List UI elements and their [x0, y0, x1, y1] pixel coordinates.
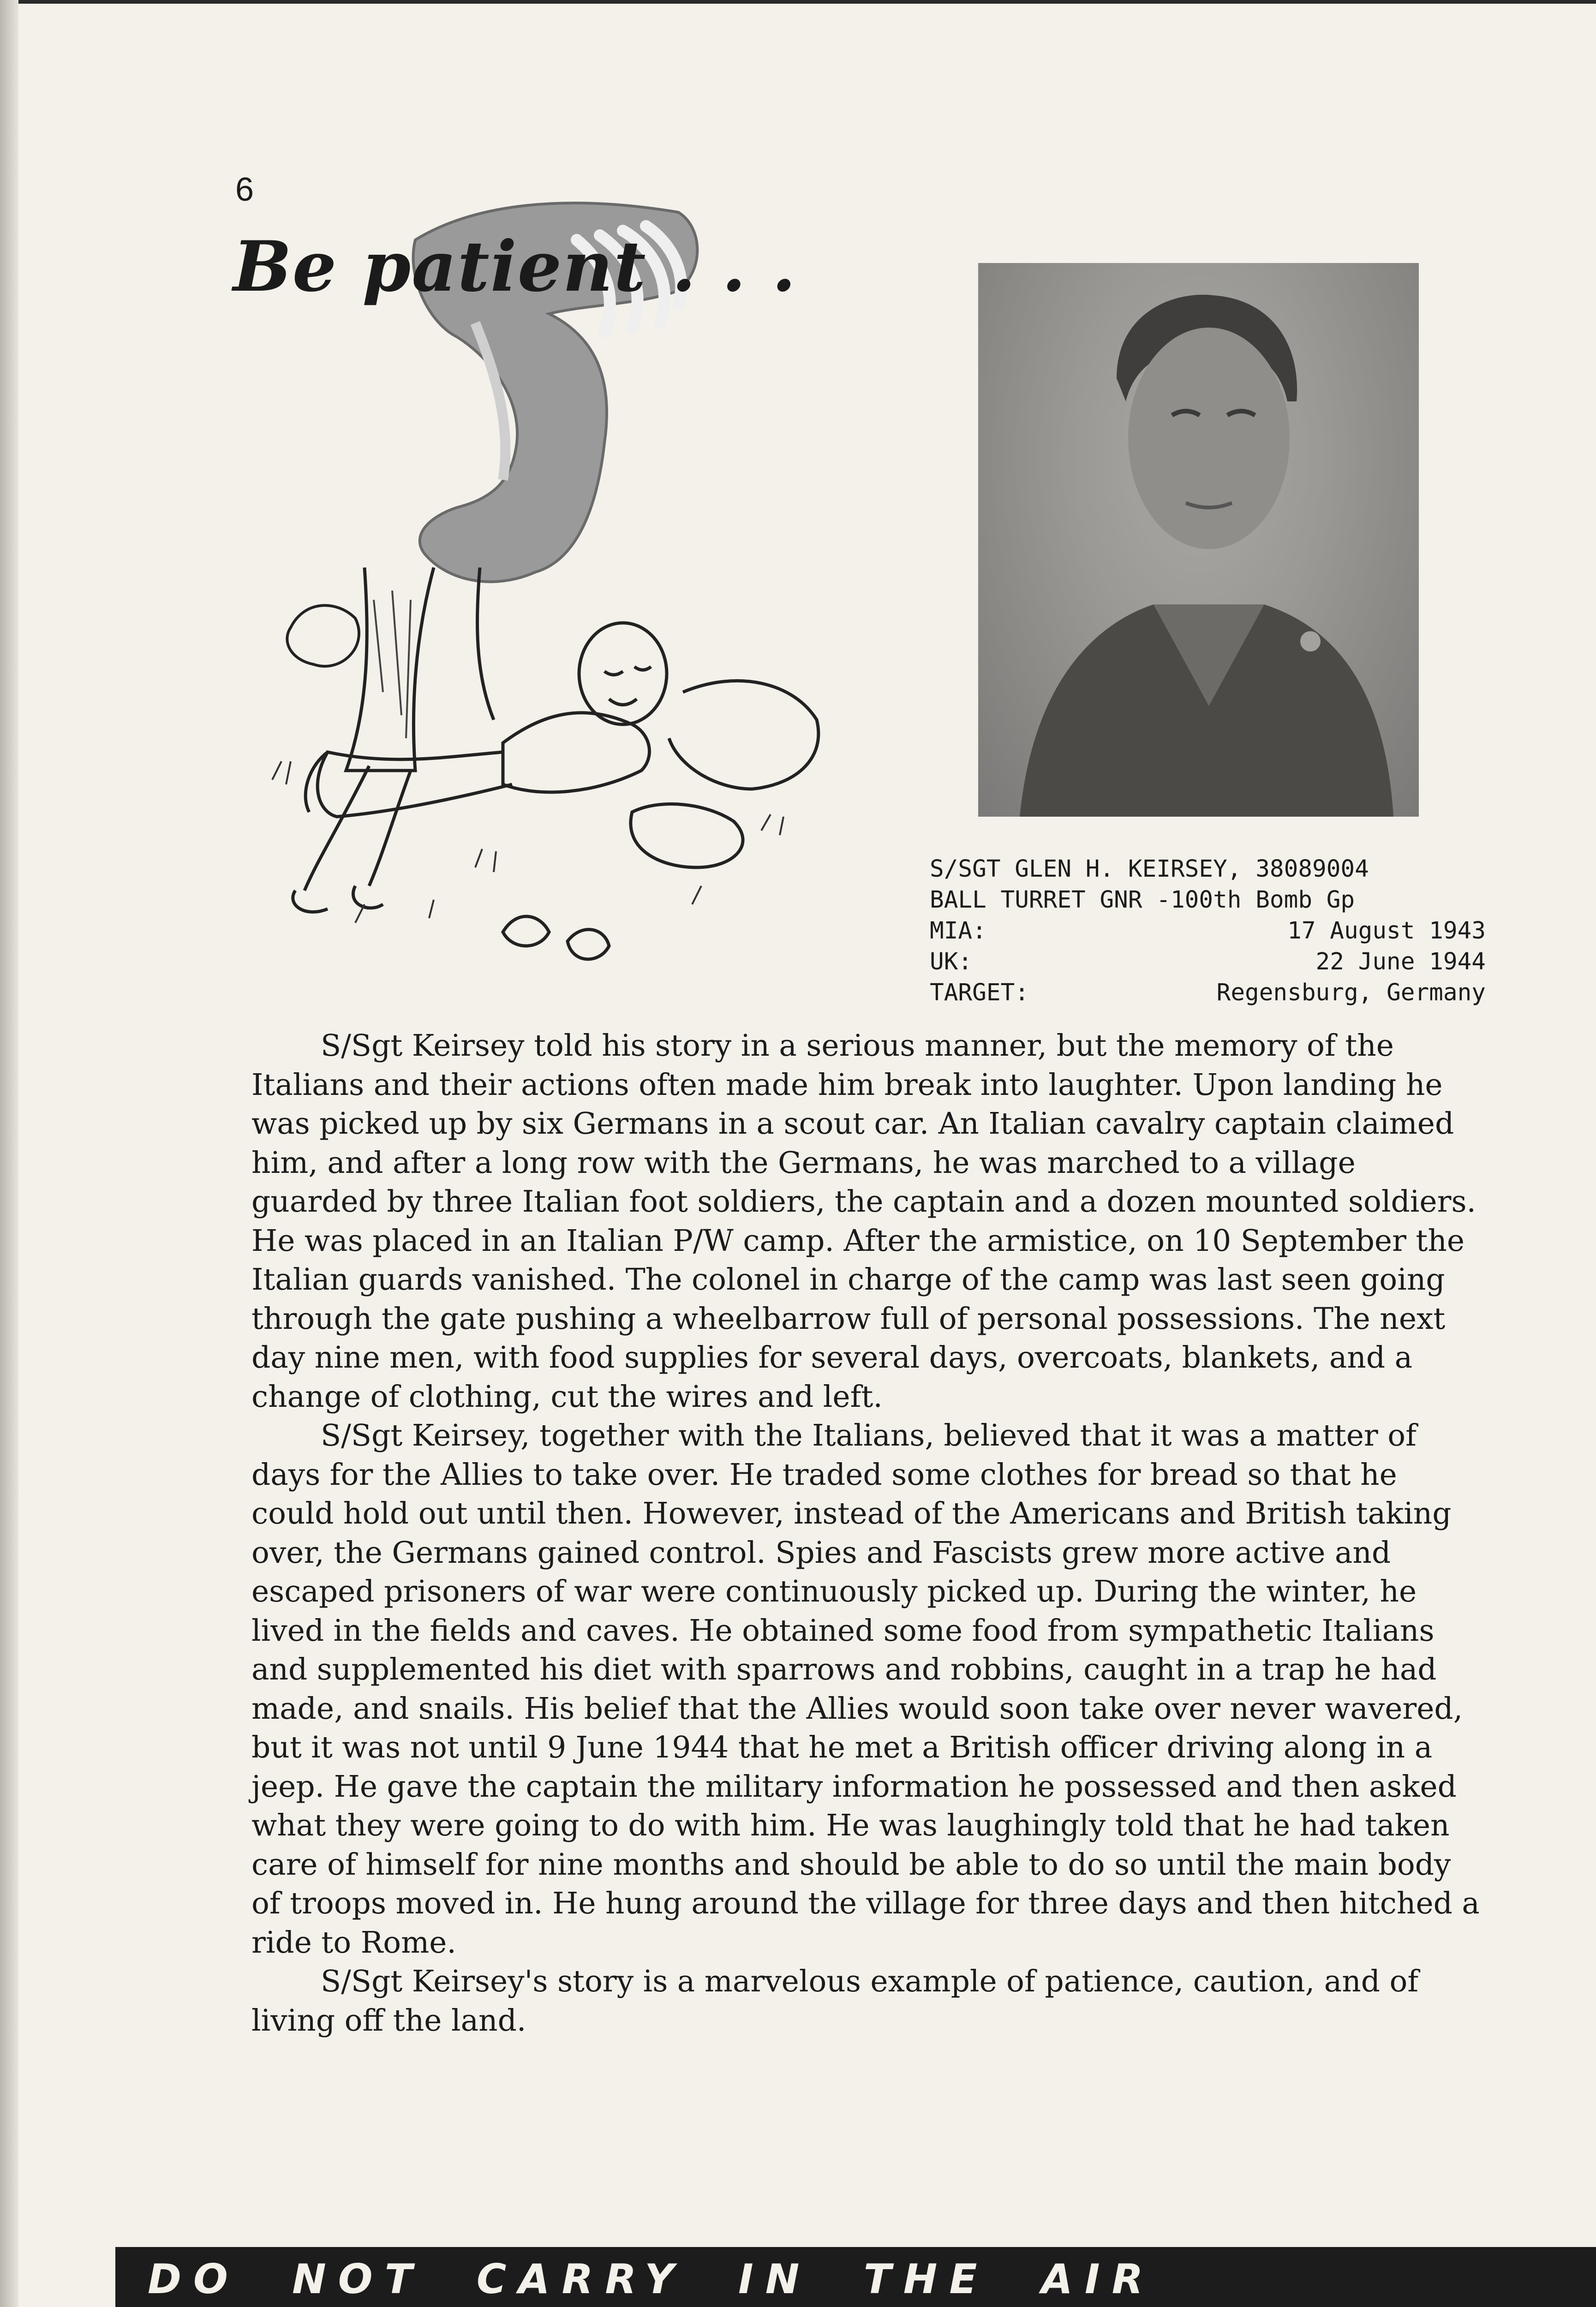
sleeping-man-icon [293, 623, 819, 959]
caption-unit-line [930, 885, 1486, 915]
caption-uk-row [930, 946, 1486, 977]
story-body [251, 1027, 1488, 2040]
warning-banner [115, 2247, 1596, 2307]
soldier-caption [930, 854, 1486, 1008]
tree-icon [287, 568, 494, 771]
page-top-edge [0, 0, 1596, 4]
page-title: Be patient . . . [233, 226, 797, 307]
grass-strokes [272, 761, 783, 923]
caption-target-label: TARGET: [930, 979, 1029, 1006]
portrait-photo [978, 263, 1419, 817]
page-number: 6 [235, 171, 254, 208]
story-paragraph-2: S/Sgt Keirsey, together with the Italians, believed that it was a matter of days for the Allies to take over. He traded some clothes for bread so that he could hold out until then. However, instead of the Americans and British taking over, the Germans gained control. Spies and Fascists grew more active and escaped prisoners of war were continuously picked up. During the winter, he lived in the fields and caves. He obtained some food from sympathetic Italians and supplemented his diet with sparrows and robbins, caught in a trap he had made, and snails. His belief that the Allies would soon take over never wavered, but it was not until 9 June 1944 that he met a British officer driving along in a jeep. He gave the captain the military information he possessed and then asked what they were going to do with him. He was laughingly told that he had taken care of himself for nine months and should be able to do so until the main body of troops moved in. He hung around the village for three days and then hitched a ride to Rome. [251, 1418, 1480, 1960]
warning-banner-text: DO NOT CARRY IN THE AIR [148, 2255, 1155, 2303]
caption-name-line [930, 854, 1486, 885]
caption-mia-row [930, 915, 1486, 946]
caption-mia-value: 17 August 1943 [1287, 917, 1486, 944]
winged-foot-and-sleeping-man-drawing [217, 185, 886, 1029]
caption-target-row [930, 977, 1486, 1008]
caption-name: S/SGT GLEN H. KEIRSEY, 38089004 [930, 855, 1369, 883]
story-paragraph-1: S/Sgt Keirsey told his story in a serious manner, but the memory of the Italians and their actions often made him break into laughter. Upon landing he was picked up by six Germans in a scout car. An Italian cavalry captain claimed him, and after a long row with the Germans, he was marched to a village guarded by three Italian foot soldiers, the captain and a dozen mounted soldiers. He was placed in an Italian P/W camp. After the armistice, on 10 September the Italian guards vanished. The colonel in charge of the camp was last seen going through the gate pushing a wheelbarrow full of personal possessions. The next day nine men, with food supplies for several days, overcoats, blankets, and a change of clothing, cut the wires and left. [251, 1028, 1476, 1414]
story-paragraph-3: S/Sgt Keirsey's story is a marvelous example of patience, caution, and of living off the land. [251, 1964, 1419, 2038]
book-spine-shadow [0, 0, 18, 2307]
caption-mia-label: MIA: [930, 917, 986, 944]
caption-unit: BALL TURRET GNR -100th Bomb Gp [930, 886, 1355, 914]
caption-uk-label: UK: [930, 948, 973, 975]
caption-target-value: Regensburg, Germany [1216, 979, 1486, 1006]
caption-uk-value: 22 June 1944 [1315, 948, 1486, 975]
